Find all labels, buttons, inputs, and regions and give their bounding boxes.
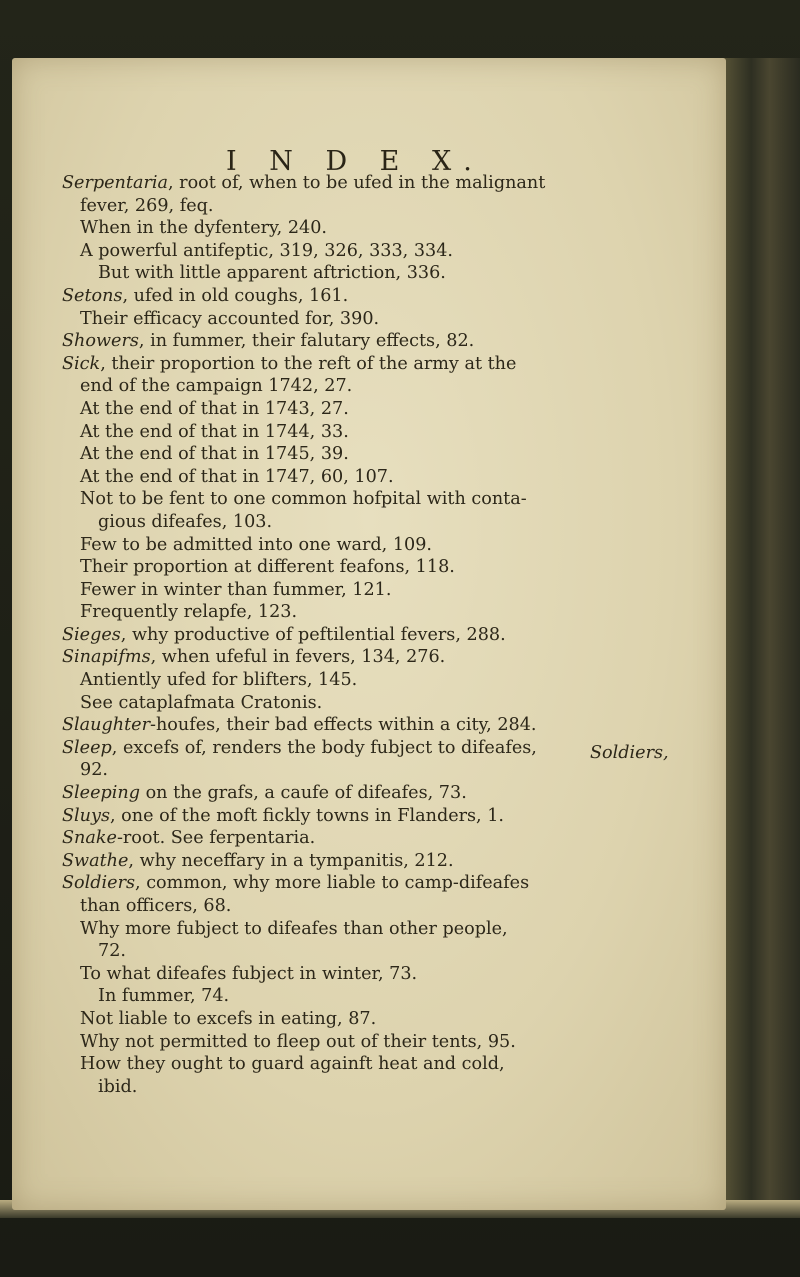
index-line	[62, 262, 662, 285]
index-line	[62, 421, 662, 444]
index-line	[62, 850, 662, 873]
index-line	[62, 488, 662, 511]
index-line	[62, 375, 662, 398]
entry-headword: Serpentaria	[62, 173, 168, 193]
entry-text: end of the campaign 1742, 27.	[80, 376, 353, 397]
entry-text: But with little apparent aftriction, 336.	[98, 263, 446, 284]
catchword: Soldiers,	[590, 743, 669, 763]
entry-text: Why not permitted to fleep out of their tents, 95.	[80, 1031, 516, 1052]
entry-headword: Sieges	[62, 624, 121, 645]
entry-text: A powerful antifeptic, 319, 326, 333, 334.	[80, 240, 454, 261]
index-line	[62, 714, 662, 737]
index-line	[62, 805, 662, 828]
entry-headword: Setons	[62, 285, 123, 306]
entry-text: Not to be fent to one common hofpital with conta-	[80, 489, 527, 510]
entry-text: -houfes, their bad effects within a city, 284.	[150, 715, 537, 736]
index-line	[62, 466, 662, 489]
entry-text: ibid.	[98, 1076, 138, 1097]
index-line	[62, 985, 662, 1008]
entry-text: 92.	[80, 760, 108, 781]
entry-text: , in fummer, their falutary effects, 82.	[138, 331, 475, 352]
index-line	[62, 940, 662, 963]
entry-text: fever, 269, feq.	[80, 195, 214, 216]
entry-text: -root. See ferpentaria.	[116, 828, 316, 849]
entry-text: , excefs of, renders the body fubject to difeafes,	[111, 737, 537, 758]
entry-text: , root of, when to be ufed in the malignant	[167, 173, 546, 193]
entry-text: , when ufeful in fevers, 134, 276.	[150, 647, 446, 668]
entry-text: gious difeafes, 103.	[98, 511, 273, 532]
index-line	[62, 353, 662, 376]
entry-text: Their proportion at different feafons, 118.	[80, 557, 455, 578]
entry-headword: Sleep	[62, 737, 112, 758]
index-line	[62, 172, 662, 195]
index-line	[62, 759, 662, 782]
entry-text: How they ought to guard againft heat and cold,	[80, 1054, 505, 1075]
entry-text: Their efficacy accounted for, 390.	[80, 308, 380, 329]
index-line	[62, 737, 662, 760]
index-line	[62, 963, 662, 986]
index-line	[62, 308, 662, 331]
index-entries	[62, 172, 662, 1098]
entry-headword: Slaughter	[62, 715, 150, 736]
entry-text: 72.	[98, 941, 126, 962]
entry-headword: Sinapifms	[62, 647, 151, 668]
entry-text: Few to be admitted into one ward, 109.	[80, 534, 433, 555]
index-line	[62, 918, 662, 941]
entry-text: , why neceffary in a tympanitis, 212.	[128, 850, 454, 871]
index-line	[62, 285, 662, 308]
index-line	[62, 534, 662, 557]
index-line	[62, 827, 662, 850]
index-line	[62, 1076, 662, 1099]
index-line	[62, 872, 662, 895]
index-line	[62, 398, 662, 421]
index-line	[62, 895, 662, 918]
index-line	[62, 624, 662, 647]
page-title: I N D E X.	[226, 146, 484, 177]
entry-headword: Swathe	[62, 850, 129, 871]
index-line	[62, 782, 662, 805]
entry-text: To what difeafes fubject in winter, 73.	[80, 963, 418, 984]
entry-text: , ufed in old coughs, 161.	[122, 285, 349, 306]
entry-text: At the end of that in 1745, 39.	[80, 444, 349, 465]
entry-text: At the end of that in 1744, 33.	[80, 421, 349, 442]
entry-text: , their proportion to the reft of the army at the	[100, 353, 517, 374]
entry-headword: Snake	[62, 828, 117, 849]
entry-text: At the end of that in 1743, 27.	[80, 398, 349, 419]
entry-text: At the end of that in 1747, 60, 107.	[80, 466, 394, 487]
entry-text: Why more fubject to difeafes than other people,	[80, 918, 508, 939]
index-line	[62, 195, 662, 218]
index-line	[62, 1031, 662, 1054]
index-line	[62, 330, 662, 353]
index-line	[62, 646, 662, 669]
index-line	[62, 443, 662, 466]
entry-headword: Sleeping	[62, 783, 140, 804]
entry-text: , one of the moft fickly towns in Flanders, 1.	[109, 805, 505, 826]
index-line	[62, 1008, 662, 1031]
index-line	[62, 217, 662, 240]
index-line	[62, 556, 662, 579]
entry-text: than officers, 68.	[80, 896, 232, 916]
entry-text: , why productive of peftilential fevers, 288.	[120, 624, 506, 645]
entry-text: In fummer, 74.	[98, 986, 230, 1007]
index-line	[62, 579, 662, 602]
index-line	[62, 240, 662, 263]
index-line	[62, 669, 662, 692]
entry-text: See cataplafmata Cratonis.	[80, 692, 323, 713]
entry-text: Antiently ufed for blifters, 145.	[80, 670, 358, 691]
index-line	[62, 692, 662, 715]
entry-headword: Soldiers	[62, 873, 136, 894]
entry-headword: Sick	[62, 353, 101, 374]
index-line	[62, 601, 662, 624]
entry-text: When in the dyfentery, 240.	[80, 218, 328, 239]
index-line	[62, 511, 662, 534]
entry-text: , common, why more liable to camp-difeafes	[135, 873, 530, 894]
entry-text: Not liable to excefs in eating, 87.	[80, 1008, 377, 1029]
index-line	[62, 1053, 662, 1076]
entry-text: on the grafs, a caufe of difeafes, 73.	[140, 783, 467, 804]
entry-headword: Showers	[62, 331, 139, 352]
entry-headword: Sluys	[62, 805, 110, 826]
entry-text: Frequently relapfe, 123.	[80, 602, 298, 623]
entry-text: Fewer in winter than fummer, 121.	[80, 579, 392, 600]
